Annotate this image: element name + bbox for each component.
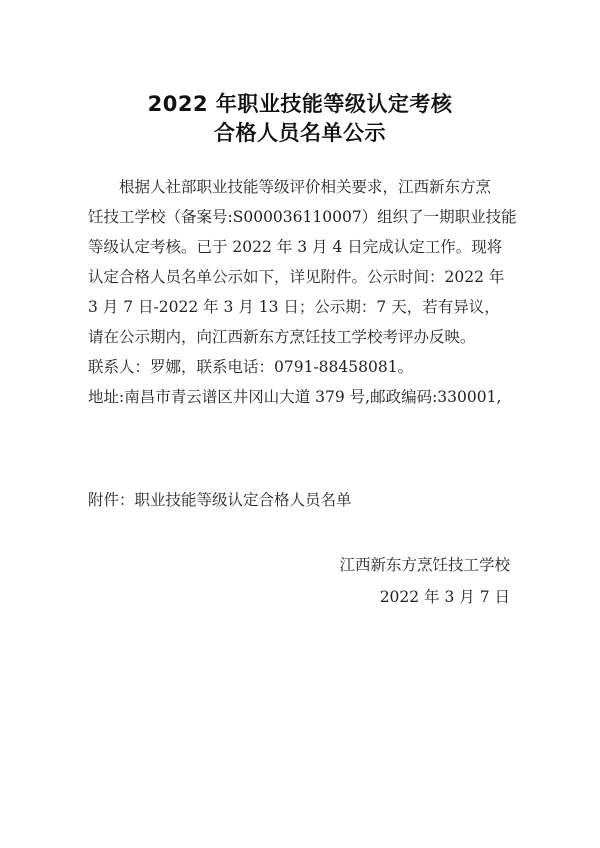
paragraph-line: 认定合格人员名单公示如下，详见附件。公示时间：2022 年 (88, 268, 505, 286)
paragraph-line: 请在公示期内，向江西新东方烹饪技工学校考评办反映。 (88, 328, 476, 346)
paragraph-line: 3 月 7 日-2022 年 3 月 13 日；公示期：7 天，若有异议， (88, 298, 500, 316)
attachment-note: 附件：职业技能等级认定合格人员名单 (88, 491, 352, 509)
paragraph-line: 饪技工学校（备案号:S000036110007）组织了一期职业技能 (88, 208, 517, 226)
signature-organization: 江西新东方烹饪技工学校 (339, 556, 510, 574)
signature-date: 2022 年 3 月 7 日 (379, 588, 510, 606)
paragraph-line: 根据人社部职业技能等级评价相关要求，江西新东方烹 (88, 178, 492, 196)
document-title-line2: 合格人员名单公示 (214, 121, 386, 145)
contact-info: 联系人：罗娜，联系电话：0791-88458081。 (88, 358, 414, 376)
paragraph-line: 等级认定考核。已于 2022 年 3 月 4 日完成认定工作。现将 (88, 238, 503, 256)
document-title-line1: 2022 年职业技能等级认定考核 (147, 92, 453, 116)
address-info: 地址:南昌市青云谱区井冈山大道 379 号,邮政编码:330001, (88, 388, 502, 406)
